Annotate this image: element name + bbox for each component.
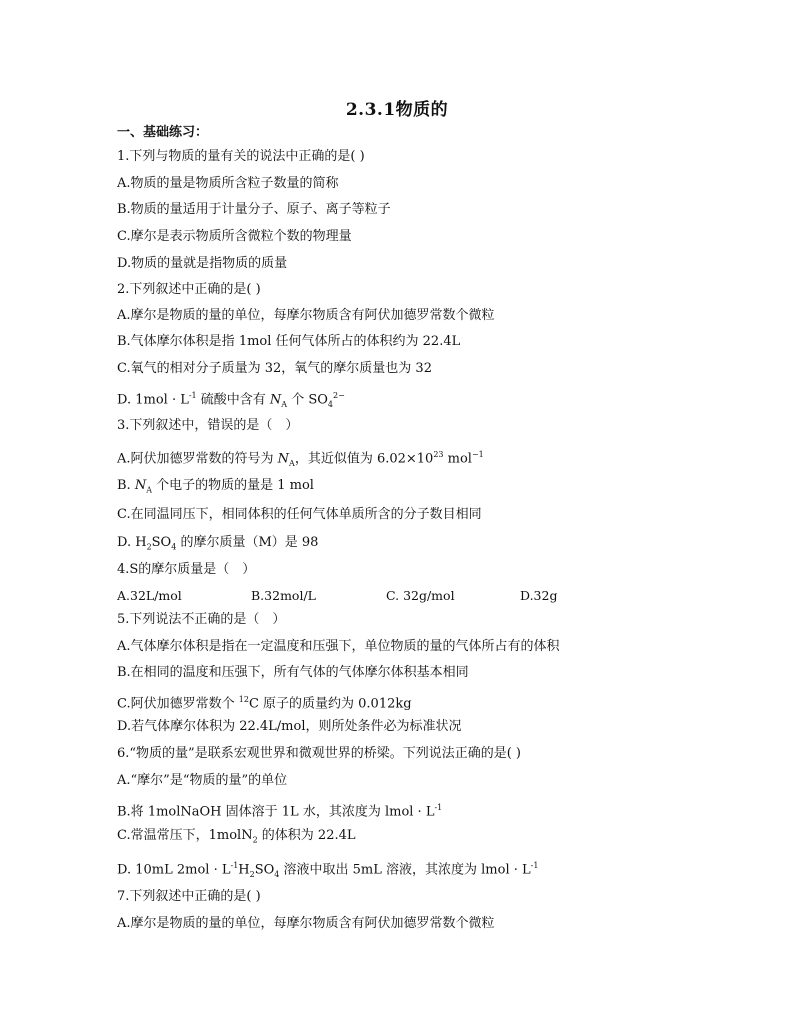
text: C 原子的质量约为 0.012kg (248, 696, 412, 712)
subscript: 2 (146, 542, 152, 552)
text: D. 10mL 2mol · L (117, 862, 231, 878)
question-5-option-d: D.若气体摩尔体积为 22.4L/mol，则所处条件必为标准状况 (117, 719, 462, 734)
subscript: 2 (252, 835, 258, 845)
question-4-option-b: B.32mol/L (251, 588, 316, 603)
text: B. (117, 478, 135, 493)
page-title: 2.3.1物质的 (345, 100, 449, 120)
question-6-option-b (117, 800, 442, 820)
text: ，其近似值为 6.02×10 (294, 451, 434, 467)
subscript: 4 (327, 399, 333, 409)
superscript: −1 (471, 450, 484, 459)
superscript: -1 (230, 861, 239, 870)
question-1-option-b: B.物质的量适用于计量分子、原子、离子等粒子 (117, 202, 391, 217)
question-4-stem: 4.S的摩尔质量是（ ） (117, 562, 256, 577)
text: B.将 1molNaOH 固体溶于 1L 水，其浓度为 lmol · L (117, 804, 435, 820)
avogadro-symbol: N (269, 392, 282, 408)
question-3-option-a (117, 447, 484, 472)
text: mol (443, 451, 472, 467)
superscript: -1 (188, 391, 197, 400)
question-3-option-c: C.在同温同压下，相同体积的任何气体单质所含的分子数目相同 (117, 507, 482, 522)
superscript: 2− (333, 391, 345, 400)
text: SO (151, 535, 172, 550)
text: 的摩尔质量（M）是 98 (176, 535, 319, 550)
superscript: 23 (433, 450, 444, 459)
text: 硫酸中含有 (196, 392, 270, 408)
subscript: 4 (274, 869, 280, 879)
question-5-option-a: A.气体摩尔体积是指在一定温度和压强下，单位物质的量的气体所占有的体积 (117, 639, 560, 654)
text: 个电子的物质的量是 1 mol (151, 478, 314, 493)
avogadro-symbol: N (277, 451, 290, 467)
question-2-stem: 2.下列叙述中正确的是( ) (117, 282, 261, 297)
text: D. H (117, 535, 147, 550)
text: SO (254, 862, 275, 878)
subscript: 2 (249, 869, 255, 879)
question-4-option-a: A.32L/mol (117, 588, 182, 603)
question-6-option-c (117, 828, 356, 849)
text: 的体积为 22.4L (257, 828, 356, 843)
question-3-option-d (117, 535, 318, 556)
avogadro-symbol: N (134, 478, 147, 493)
question-2-option-a: A.摩尔是物质的量的单位，每摩尔物质含有阿伏加德罗常数个微粒 (117, 308, 495, 323)
question-1-option-a: A.物质的量是物质所含粒子数量的简称 (117, 176, 339, 191)
question-1-option-d: D.物质的量就是指物质的质量 (117, 256, 288, 271)
question-7-option-a: A.摩尔是物质的量的单位，每摩尔物质含有阿伏加德罗常数个微粒 (117, 916, 495, 931)
text: C.阿伏加德罗常数个 (117, 696, 239, 712)
question-6-option-a: A.“摩尔”是“物质的量”的单位 (117, 773, 288, 788)
question-1-stem: 1.下列与物质的量有关的说法中正确的是( ) (117, 149, 365, 164)
text: D. 1mol · L (117, 392, 189, 408)
question-6-stem: 6.“物质的量”是联系宏观世界和微观世界的桥梁。下列说法正确的是( ) (117, 746, 521, 761)
subscript: A (281, 399, 288, 409)
question-5-option-c (117, 692, 412, 712)
superscript: 12 (238, 695, 249, 704)
superscript: -1 (434, 803, 443, 812)
text: A.阿伏加德罗常数的符号为 (117, 451, 278, 467)
question-4-option-d: D.32g (520, 588, 558, 603)
question-5-stem: 5.下列说法不正确的是（ ） (117, 612, 286, 627)
subscript: 4 (171, 542, 177, 552)
text: H (238, 862, 250, 878)
question-6-option-d (117, 858, 538, 883)
text: 溶液中取出 5mL 溶液，其浓度为 lmol · L (279, 862, 531, 878)
question-5-option-b: B.在相同的温度和压强下，所有气体的气体摩尔体积基本相同 (117, 665, 469, 680)
question-2-option-d (117, 388, 345, 413)
question-2-option-b: B.气体摩尔体积是指 1mol 任何气体所占的体积约为 22.4L (117, 334, 461, 349)
text: 个 SO (287, 392, 328, 408)
question-7-stem: 7.下列叙述中正确的是( ) (117, 889, 261, 904)
question-3-option-b (117, 478, 314, 499)
question-1-option-c: C.摩尔是表示物质所含微粒个数的物理量 (117, 229, 352, 244)
section-heading: 一、基础练习： (117, 125, 209, 140)
question-2-option-c: C.氧气的相对分子质量为 32，氧气的摩尔质量也为 32 (117, 361, 432, 376)
text: C.常温常压下，1molN (117, 828, 253, 843)
subscript: A (289, 458, 295, 468)
question-4-option-c: C. 32g/mol (386, 588, 455, 603)
subscript: A (146, 485, 152, 495)
question-3-stem: 3.下列叙述中，错误的是（ ） (117, 418, 299, 433)
superscript: -1 (530, 861, 539, 870)
